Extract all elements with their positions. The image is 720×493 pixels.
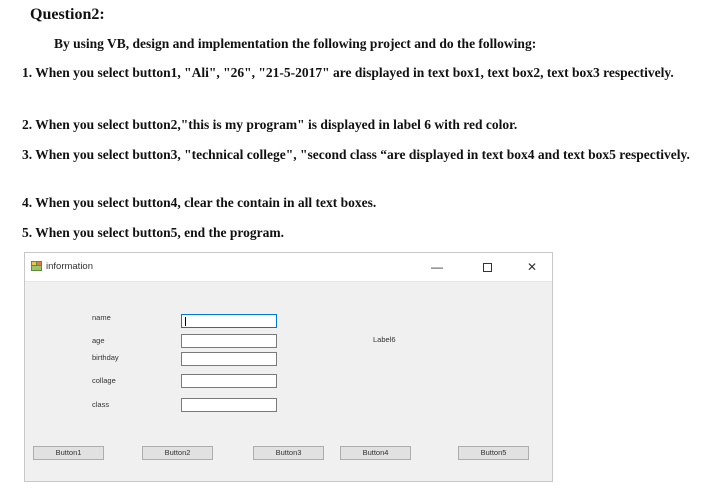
birthday-textbox[interactable] [181, 352, 277, 366]
class-textbox[interactable] [181, 398, 277, 412]
label-class: class [92, 400, 110, 409]
minimize-button[interactable] [427, 258, 447, 276]
minimize-icon: — [431, 260, 443, 274]
question-intro: By using VB, design and implementation the following project and do the following: [54, 36, 537, 51]
window-title: information [46, 261, 93, 272]
button5[interactable]: Button5 [458, 446, 529, 460]
age-textbox[interactable] [181, 334, 277, 348]
text-caret [185, 317, 186, 326]
label-collage: collage [92, 376, 116, 385]
task-item-5: 5. When you select button5, end the program. [22, 225, 285, 240]
task-item-1: 1. When you select button1, "Ali", "26", "21-5-2017" are displayed in text box1, text box2, text box3 respectively. [22, 65, 674, 80]
close-icon: ✕ [526, 260, 538, 274]
task-item-2: 2. When you select button2,"this is my program" is displayed in label 6 with red color. [22, 117, 518, 132]
window-titlebar[interactable] [25, 253, 552, 282]
task-item-4: 4. When you select button4, clear the contain in all text boxes. [22, 195, 377, 210]
form-window [24, 252, 553, 482]
maximize-icon [483, 263, 492, 272]
question-title: Question2: [30, 6, 105, 23]
button2[interactable]: Button2 [142, 446, 213, 460]
label6: Label6 [373, 335, 396, 344]
collage-textbox[interactable] [181, 374, 277, 388]
button3[interactable]: Button3 [253, 446, 324, 460]
name-textbox[interactable] [181, 314, 277, 328]
close-button[interactable] [522, 258, 542, 276]
maximize-button[interactable] [477, 258, 497, 276]
label-name: name [92, 313, 111, 322]
label-age: age [92, 336, 105, 345]
button4[interactable]: Button4 [340, 446, 411, 460]
button1[interactable]: Button1 [33, 446, 104, 460]
task-item-3: 3. When you select button3, "technical college", "second class “are displayed in text box4 and text box5 respectively. [22, 147, 690, 162]
label-birthday: birthday [92, 353, 119, 362]
app-icon [31, 261, 42, 271]
